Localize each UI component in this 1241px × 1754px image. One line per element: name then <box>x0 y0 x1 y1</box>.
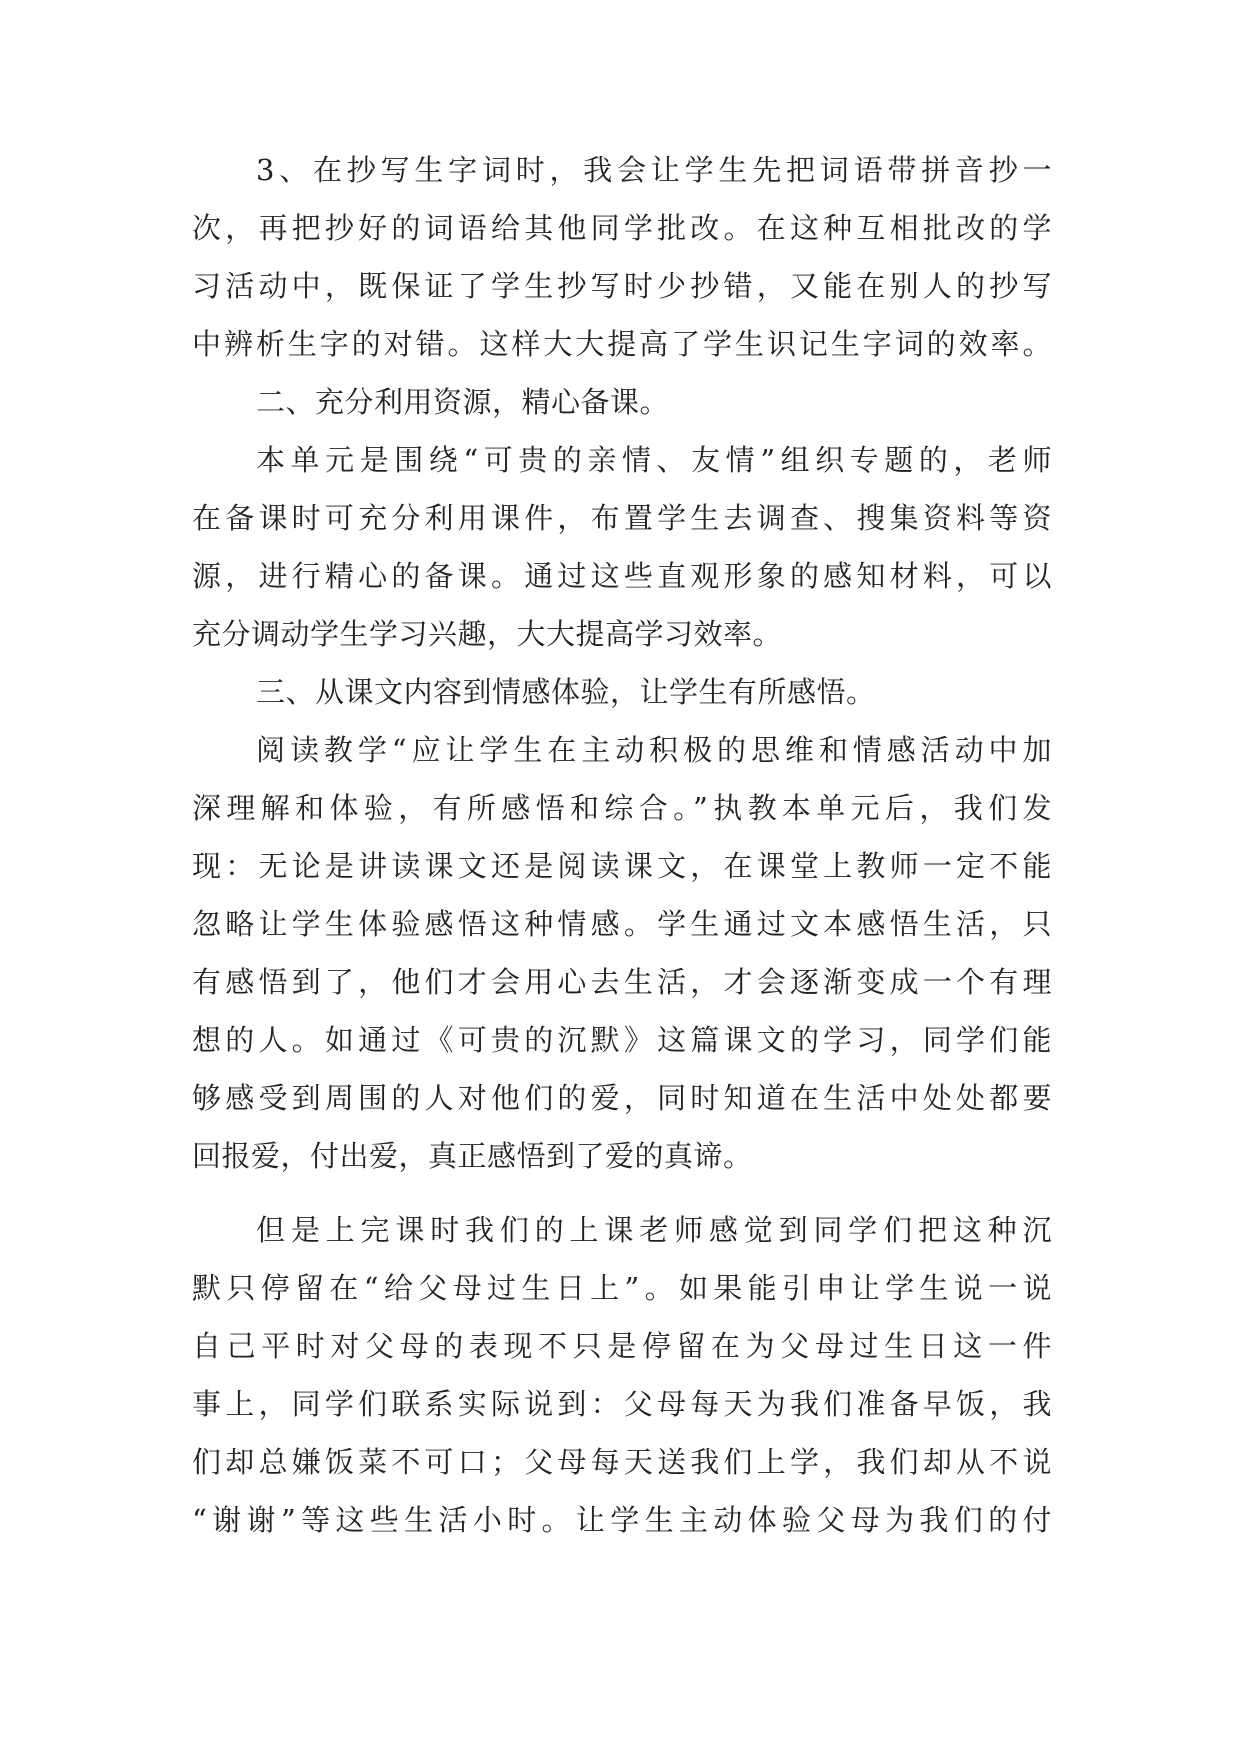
text-line: 充分调动学生学习兴趣，大大提高学习效率。 <box>192 617 783 651</box>
text-line: 中辨析生字的对错。这样大大提高了学生识记生字词的效率。 <box>192 327 1052 361</box>
text-line: 够感受到周围的人对他们的爱，同时知道在生活中处处都要 <box>192 1081 1052 1115</box>
section-heading: 三、从课文内容到情感体验，让学生有所感悟。 <box>256 675 876 709</box>
text-line: 在备课时可充分利用课件，布置学生去调查、搜集资料等资 <box>192 501 1052 535</box>
text-line: 们却总嫌饭菜不可口；父母每天送我们上学，我们却从不说 <box>192 1445 1052 1479</box>
text-line: 回报爱，付出爱，真正感悟到了爱的真谛。 <box>192 1139 753 1173</box>
text-line: 默只停留在“给父母过生日上”。如果能引申让学生说一说 <box>192 1271 1052 1305</box>
text-line: 但是上完课时我们的上课老师感觉到同学们把这种沉 <box>256 1213 1052 1247</box>
text-line: 3、在抄写生字词时，我会让学生先把词语带拼音抄一 <box>256 153 1052 187</box>
text-line: 习活动中，既保证了学生抄写时少抄错，又能在别人的抄写 <box>192 269 1052 303</box>
text-line: 本单元是围绕“可贵的亲情、友情”组织专题的，老师 <box>256 443 1052 477</box>
text-line: 阅读教学“应让学生在主动积极的思维和情感活动中加 <box>256 733 1052 767</box>
text-line: 想的人。如通过《可贵的沉默》这篇课文的学习，同学们能 <box>192 1023 1052 1057</box>
text-line: 现：无论是讲读课文还是阅读课文，在课堂上教师一定不能 <box>192 849 1052 883</box>
text-line: “谢谢”等这些生活小时。让学生主动体验父母为我们的付 <box>192 1503 1052 1537</box>
text-line: 事上，同学们联系实际说到：父母每天为我们准备早饭，我 <box>192 1387 1052 1421</box>
text-line: 有感悟到了，他们才会用心去生活，才会逐渐变成一个有理 <box>192 965 1052 999</box>
text-line: 忽略让学生体验感悟这种情感。学生通过文本感悟生活，只 <box>192 907 1052 941</box>
text-line: 深理解和体验，有所感悟和综合。”执教本单元后，我们发 <box>192 791 1052 825</box>
text-line: 次，再把抄好的词语给其他同学批改。在这种互相批改的学 <box>192 211 1052 245</box>
text-line: 自己平时对父母的表现不只是停留在为父母过生日这一件 <box>192 1329 1052 1363</box>
section-heading: 二、充分利用资源，精心备课。 <box>256 385 670 419</box>
text-line: 源，进行精心的备课。通过这些直观形象的感知材料，可以 <box>192 559 1052 593</box>
